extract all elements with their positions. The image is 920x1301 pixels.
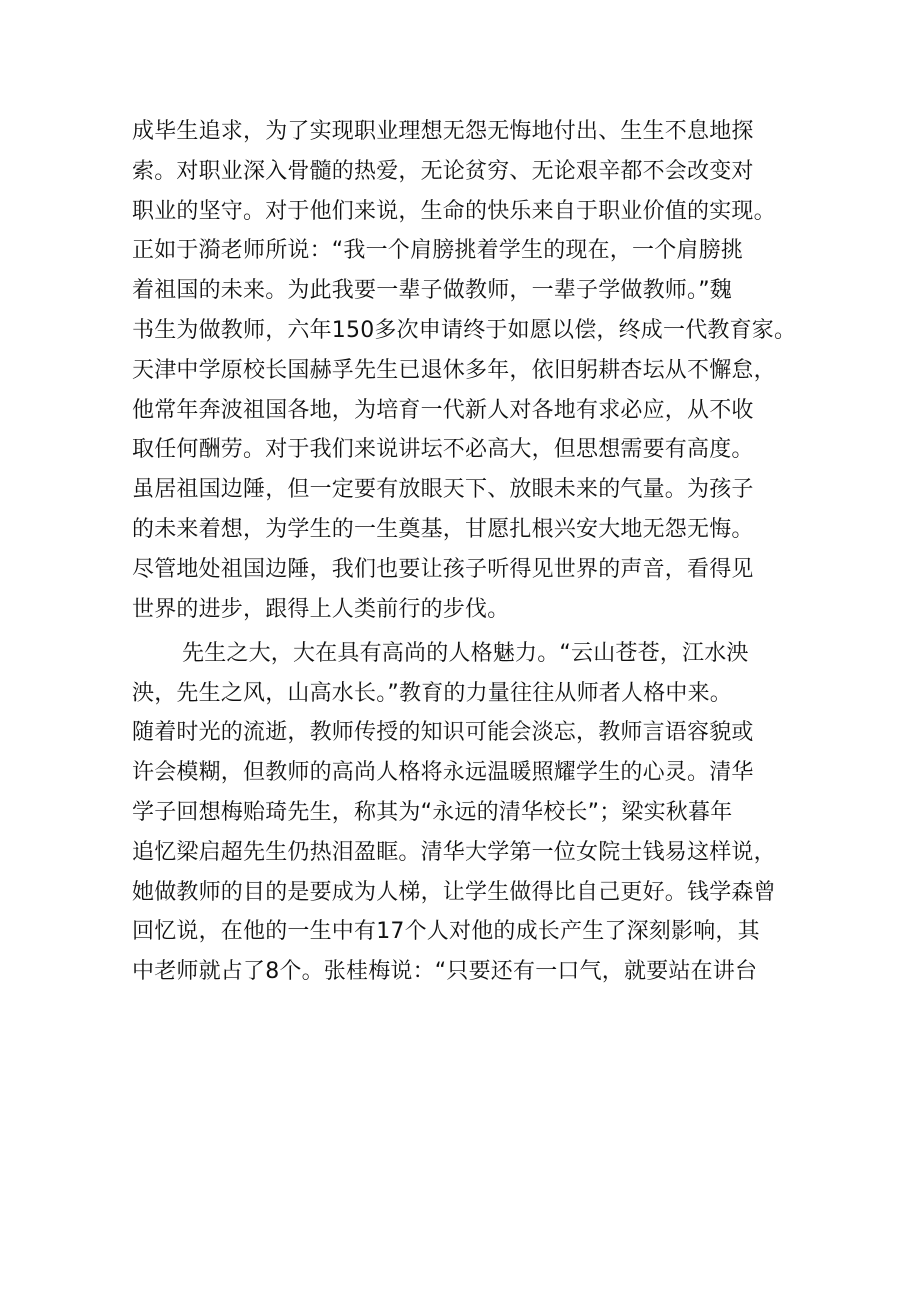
text-line: 中老师就占了8个。张桂梅说：“只要还有一口气，就要站在讲台 <box>132 959 758 985</box>
text-line: 索。对职业深入骨髓的热爱，无论贫穷、无论艰辛都不会改变对 <box>132 158 754 184</box>
text-line: 世界的进步，跟得上人类前行的步伐。 <box>132 596 510 622</box>
text-line: 虽居祖国边陲，但一定要有放眼天下、放眼未来的气量。为孩子 <box>132 477 754 503</box>
text-line: 正如于漪老师所说：“我一个肩膀挑着学生的现在，一个肩膀挑 <box>132 238 743 264</box>
text-line: 着祖国的未来。为此我要一辈子做教师，一辈子学做教师。”魏 <box>132 278 732 304</box>
text-line: 泱，先生之风，山高水长。”教育的力量往往从师者人格中来。 <box>132 680 732 706</box>
text-line: 随着时光的流逝，教师传授的知识可能会淡忘，教师言语容貌或 <box>132 720 754 746</box>
text-line-indented: 先生之大，大在具有高尚的人格魅力。“云山苍苍，江水泱 <box>182 640 749 666</box>
text-line: 的未来着想，为学生的一生奠基，甘愿扎根兴安大地无怨无悔。 <box>132 516 754 542</box>
text-line: 天津中学原校长国赫孚先生已退休多年，依旧躬耕杏坛从不懈怠， <box>132 357 776 383</box>
text-line: 她做教师的目的是要成为人梯，让学生做得比自己更好。钱学森曾 <box>132 879 776 905</box>
text-line: 许会模糊，但教师的高尚人格将永远温暖照耀学生的心灵。清华 <box>132 760 754 786</box>
text-line: 取任何酬劳。对于我们来说讲坛不必高大，但思想需要有高度。 <box>132 437 754 463</box>
text-line: 成毕生追求，为了实现职业理想无怨无悔地付出、生生不息地探 <box>132 119 754 144</box>
paragraph-1 <box>132 112 800 629</box>
text-line: 追忆梁启超先生仍热泪盈眶。清华大学第一位女院士钱易这样说， <box>132 839 776 865</box>
text-line: 书生为做教师，六年150多次申请终于如愿以偿，终成一代教育家。 <box>132 317 797 343</box>
text-line: 职业的坚守。对于他们来说，生命的快乐来自于职业价值的实现。 <box>132 198 776 224</box>
text-line: 他常年奔波祖国各地，为培育一代新人对各地有求必应，从不收 <box>132 397 754 423</box>
document-body <box>132 112 800 992</box>
text-line: 学子回想梅贻琦先生，称其为“永远的清华校长”；梁实秋暮年 <box>132 800 733 826</box>
text-line: 回忆说，在他的一生中有17个人对他的成长产生了深刻影响，其 <box>132 919 760 945</box>
paragraph-2 <box>132 634 800 992</box>
text-line: 尽管地处祖国边陲，我们也要让孩子听得见世界的声音，看得见 <box>132 556 754 582</box>
